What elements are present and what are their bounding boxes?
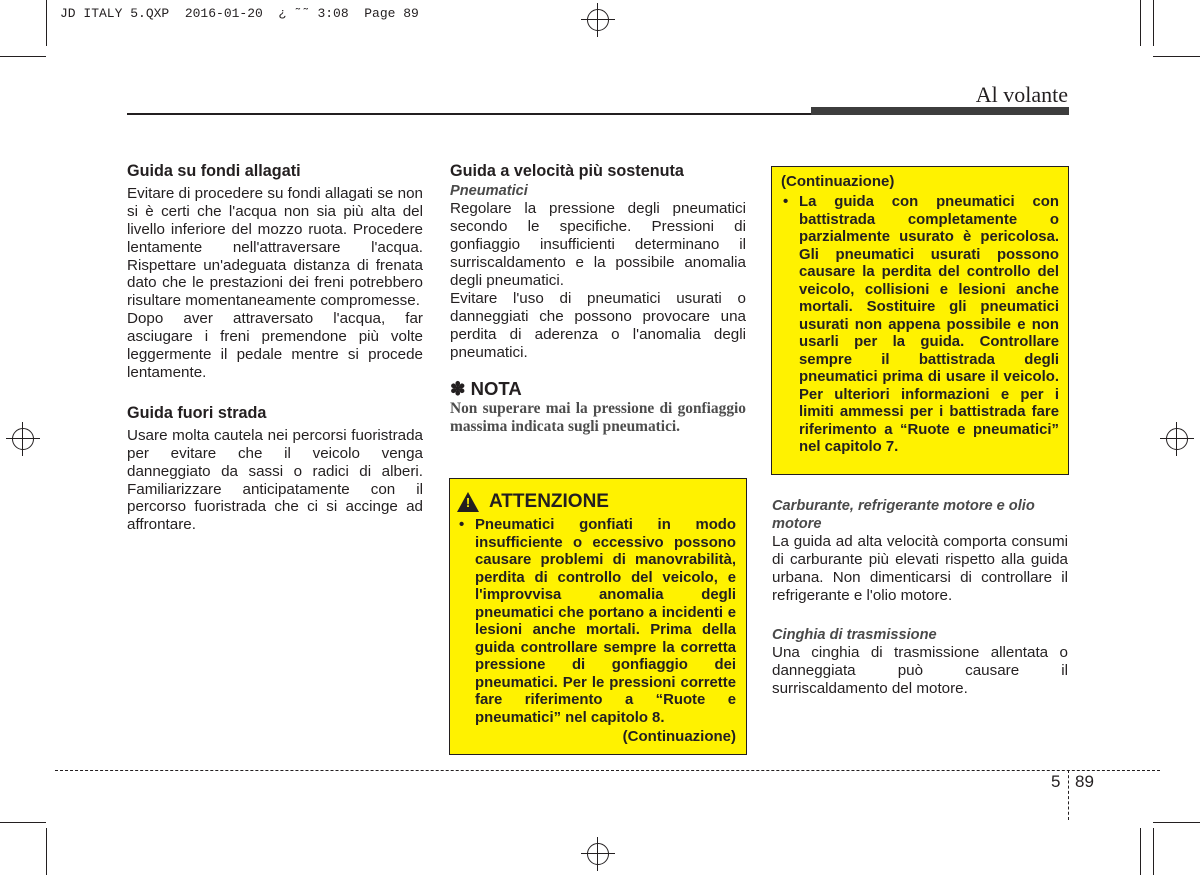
warning-bullet: • La guida con pneumatici con battistrada completamente o parzialmente usurato è pericolosa. Gli pneumatici usurati possono causare la perdita del controllo del veicolo, collisioni e lesioni anche mortali. Sostituire gli pneumatici usurati non appena possibile e non usarli per la guida. Controllare sempre il battistrada degli pneumatici prima di usare il veicolo. Per ulteriori informazioni e per i limiti ammessi per i battistrada fare riferimento a “Ruote e pneumatici” nel capitolo 7.: [781, 194, 1059, 457]
crop-mark: [1153, 0, 1154, 46]
warning-list: [781, 194, 1059, 457]
paragraph: Una cinghia di trasmissione allentata o danneggiata può causare il surriscaldamento del motore.: [772, 644, 1068, 697]
paragraph: Dopo aver attraversato l'acqua, far asciugare i freni premendone più volte leggermente il pedale mentre si procede lentamente.: [127, 310, 423, 381]
paragraph: Regolare la pressione degli pneumatici secondo le specifiche. Pressioni di gonfiaggio insufficienti determinano il surriscaldamento e la possibile anomalia degli pneumatici.: [450, 200, 746, 290]
middle-column: [450, 163, 746, 435]
continued-label: (Continuazione): [781, 173, 895, 190]
note-title: ✽ NOTA: [450, 377, 522, 399]
crop-mark: [46, 0, 47, 46]
crop-mark: [0, 822, 46, 823]
paragraph: Usare molta cautela nei percorsi fuoristrada per evitare che il veicolo venga danneggiato da sassi o radici di alberi. Familiarizzare anticipatamente con il percorso fuoristrada che ci si accinge ad affrontare.: [127, 426, 423, 534]
section-title: Guida a velocità più sostenuta: [450, 162, 684, 180]
warning-triangle-icon: !: [457, 492, 479, 512]
registration-mark-icon: [6, 422, 40, 456]
warning-box-continued: [771, 166, 1069, 475]
crop-mark: [1140, 0, 1141, 46]
header-rule: [127, 113, 811, 115]
crop-mark: [1153, 828, 1154, 875]
subsection-title: Carburante, refrigerante motore e olio motore: [772, 498, 1035, 532]
registration-mark-icon: [1160, 422, 1194, 456]
registration-mark-icon: [581, 837, 615, 871]
footer-rule: [55, 770, 1160, 771]
page-number: 89: [1075, 772, 1094, 791]
paragraph: Evitare di procedere su fondi allagati se non si è certi che l'acqua non sia più alta del livello inferiore del mozzo ruota. Procedere lentamente nell'attraversare l'acqua. Rispettare un'adeguata distanza di frenata dato che le prestazioni dei freni potrebbero risultare momentaneamente compromesse.: [127, 184, 423, 310]
paragraph: La guida ad alta velocità comporta consumi di carburante più elevati rispetto alla guida urbana. Non dimenticarsi di controllare il refrigerante e l'olio motore.: [772, 533, 1068, 604]
warning-bullet: • Pneumatici gonfiati in modo insufficiente o eccessivo possono causare problemi di manovrabilità, perdita di controllo del veicolo, e l'improvvisa anomalia degli pneumatici che portano a incidenti e lesioni anche mortali. Prima della guida controllare sempre la corretta pressione di gonfiaggio dei pneumatici. Per le pressioni corrette fare riferimento a “Ruote e pneumatici” nel capitolo 8.: [457, 517, 736, 727]
warning-box: [449, 478, 747, 755]
continued-label: (Continuazione): [622, 728, 736, 745]
paragraph: Evitare l'uso di pneumatici usurati o danneggiati che possono provocare una perdita di aderenza o l'anomalia degli pneumatici.: [450, 289, 746, 361]
chapter-number: 5: [1051, 772, 1061, 791]
crop-mark: [1153, 56, 1200, 57]
section-title: Guida su fondi allagati: [127, 162, 301, 180]
print-slug: JD ITALY 5.QXP 2016-01-20 ¿ ˜˜ 3:08 Page 89: [60, 6, 419, 21]
page-number-separator: [1068, 770, 1069, 820]
subsection-title: Cinghia di trasmissione: [772, 626, 937, 643]
registration-mark-icon: [581, 3, 615, 37]
section-title: Guida fuori strada: [127, 403, 267, 422]
crop-mark: [46, 828, 47, 875]
right-column: [772, 498, 1068, 698]
header-rule-accent: [811, 107, 1069, 115]
warning-list: [457, 517, 736, 727]
left-column: [127, 163, 423, 534]
subsection-title: Pneumatici: [450, 182, 528, 199]
chapter-title: Al volante: [975, 82, 1068, 107]
note-text: Non superare mai la pressione di gonfiaggio massima indicata sugli pneumatici.: [450, 400, 746, 435]
warning-title: ! ATTENZIONE: [457, 491, 736, 513]
crop-mark: [1140, 828, 1141, 875]
crop-mark: [1153, 822, 1200, 823]
crop-mark: [0, 56, 46, 57]
